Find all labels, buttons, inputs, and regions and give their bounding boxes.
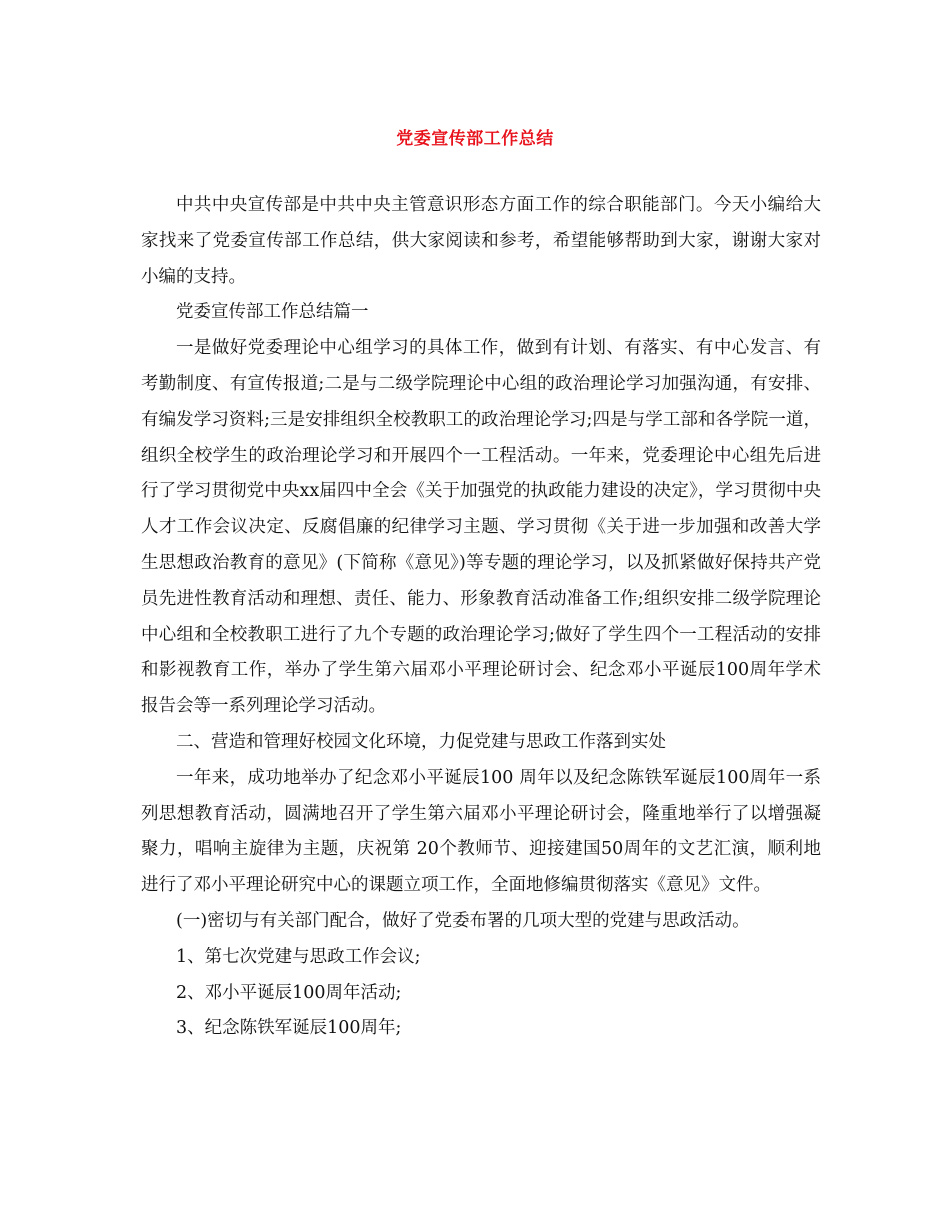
subsection-heading: (一)密切与有关部门配合，做好了党委布署的几项大型的党建与思政活动。 <box>176 910 750 931</box>
paragraph-theory-study: 一是做好党委理论中心组学习的具体工作，做到有计划、有落实、有中心发言、有考勤制度、有宣传报道;二是与二级学院理论中心组的政治理论学习加强沟通，有安排、有编发学习资料;三是安排组织全校教职工的政治理论学习;四是与学工部和各学院一道，组织全校学生的政治理论学习和开展四个一工程活动。一年来，党委理论中心组先后进行了学习贯彻党中央xx届四中全会《关于加强党的执政能力建设的决定》，学习贯彻中央人才工作会议决定、反腐倡廉的纪律学习主题、学习贯彻《关于进一步加强和改善大学生思想政治教育的意见》(下简称《意见》)等专题的理论学习，以及抓紧做好保持共产党员先进性教育活动和理想、责任、能力、形象教育活动准备工作;组织安排二级学院理论中心组和全校教职工进行了九个专题的政治理论学习;做好了学生四个一工程活动的安排和影视教育工作，举办了学生第六届邓小平理论研讨会、纪念邓小平诞辰100周年学术报告会等一系列理论学习活动。 <box>141 338 821 717</box>
paragraph-campus-culture: 一年来，成功地举办了纪念邓小平诞辰100 周年以及纪念陈铁军诞辰100周年一系列思想教育活动，圆满地召开了学生第六届邓小平理论研讨会，隆重地举行了以增强凝聚力，唱响主旋律为主题，庆祝第 20个教师节、迎接建国50周年的文艺汇演，顺利地进行了邓小平理论研究中心的课题立项工作，全面地修编贯彻落实《意见》文件。 <box>141 767 821 896</box>
paragraph-intro: 中共中央宣传部是中共中央主管意识形态方面工作的综合职能部门。今天小编给大家找来了党委宣传部工作总结，供大家阅读和参考，希望能够帮助到大家，谢谢大家对小编的支持。 <box>141 195 821 287</box>
document-title: 党委宣传部工作总结 <box>396 129 554 149</box>
list-item: 3、纪念陈铁军诞辰100周年; <box>176 1018 402 1039</box>
list-item: 1、第七次党建与思政工作会议; <box>176 946 421 967</box>
section-heading: 党委宣传部工作总结篇一 <box>176 302 369 323</box>
list-item: 2、邓小平诞辰100周年活动; <box>176 982 402 1003</box>
document-body <box>141 188 821 1047</box>
section-heading: 二、营造和管理好校园文化环境，力促党建与思政工作落到实处 <box>176 731 666 752</box>
